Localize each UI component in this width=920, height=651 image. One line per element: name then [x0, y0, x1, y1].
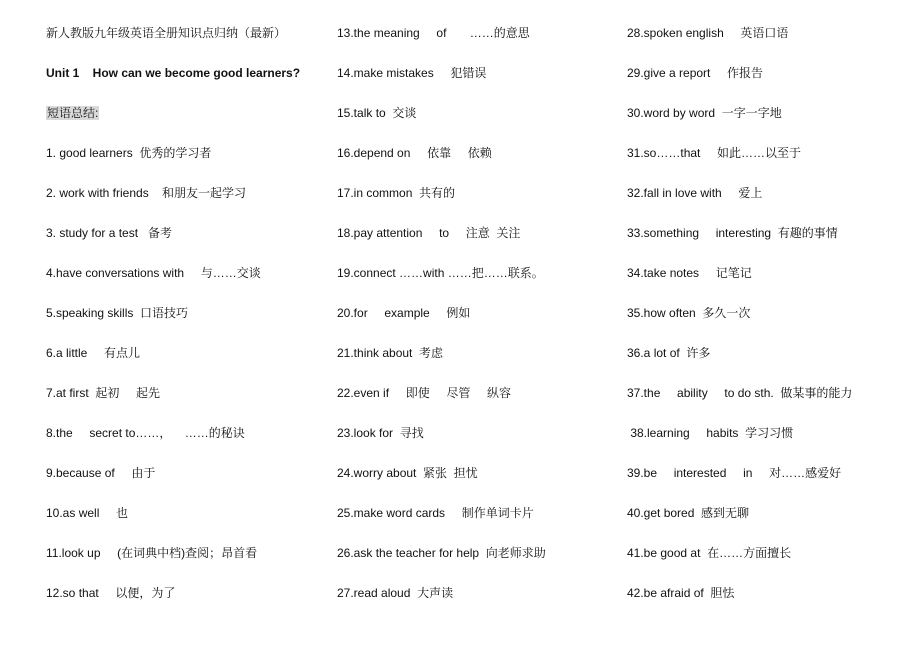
phrase-item: 3. study for a test 备考: [46, 226, 173, 240]
phrase-item: 8.the secret to……， ……的秘诀: [46, 426, 245, 440]
phrase-item: 5.speaking skills 口语技巧: [46, 306, 189, 320]
phrase-item: 28.spoken english 英语口语: [627, 26, 789, 40]
phrase-item: 21.think about 考虑: [337, 346, 444, 360]
phrase-item: 19.connect ……with ……把……联系。: [337, 266, 544, 280]
phrase-item: 36.a lot of 许多: [627, 346, 711, 360]
phrase-item: 29.give a report 作报告: [627, 66, 764, 80]
phrase-item: 1. good learners 优秀的学习者: [46, 146, 212, 160]
section-label: [46, 103, 99, 123]
phrase-item: 14.make mistakes 犯错误: [337, 66, 487, 80]
phrase-item: 37.the ability to do sth. 做某事的能力: [627, 386, 853, 400]
phrase-item: 17.in common 共有的: [337, 186, 456, 200]
phrase-item: 22.even if 即使 尽管 纵容: [337, 386, 512, 400]
phrase-item: 16.depend on 依靠 依赖: [337, 146, 492, 160]
phrase-item: 24.worry about 紧张 担忧: [337, 466, 478, 480]
phrase-item: 34.take notes 记笔记: [627, 266, 752, 280]
phrase-item: 23.look for 寻找: [337, 426, 424, 440]
unit-heading: Unit 1 How can we become good learners?: [46, 66, 301, 80]
phrase-item: 32.fall in love with 爱上: [627, 186, 763, 200]
phrase-item: 25.make word cards 制作单词卡片: [337, 506, 534, 520]
phrase-item: 12.so that 以便，为了: [46, 586, 176, 600]
phrase-item: 31.so……that 如此……以至于: [627, 146, 802, 160]
phrase-item: 6.a little 有点儿: [46, 346, 141, 360]
phrase-item: 26.ask the teacher for help 向老师求助: [337, 546, 546, 560]
phrase-item: 20.for example 例如: [337, 306, 471, 320]
phrase-item: 33.something interesting 有趣的事情: [627, 226, 838, 240]
phrase-item: 4.have conversations with 与……交谈: [46, 266, 261, 280]
phrase-item: 7.at first 起初 起先: [46, 386, 161, 400]
phrase-item: 35.how often 多久一次: [627, 306, 751, 320]
phrase-item: 41.be good at 在……方面擅长: [627, 546, 792, 560]
phrase-item: 11.look up (在词典中档)查阅；昂首看: [46, 546, 258, 560]
phrase-item: 2. work with friends 和朋友一起学习: [46, 186, 247, 200]
phrase-item: 18.pay attention to 注意 关注: [337, 226, 521, 240]
phrase-item: 13.the meaning of ……的意思: [337, 26, 530, 40]
document-title: 新人教版九年级英语全册知识点归纳（最新）: [46, 26, 287, 40]
phrase-item: 27.read aloud 大声读: [337, 586, 454, 600]
phrase-item: 9.because of 由于: [46, 466, 156, 480]
phrase-item: 42.be afraid of 胆怯: [627, 586, 735, 600]
phrase-item: 30.word by word 一字一字地: [627, 106, 782, 120]
phrase-item: 10.as well 也: [46, 506, 129, 520]
phrase-item: 15.talk to 交谈: [337, 106, 417, 120]
phrase-item: 39.be interested in 对……感爱好: [627, 466, 842, 480]
section-label-text: 短语总结:: [47, 106, 99, 120]
phrase-item: 40.get bored 感到无聊: [627, 506, 750, 520]
phrase-item: 38.learning habits 学习习惯: [627, 426, 794, 440]
